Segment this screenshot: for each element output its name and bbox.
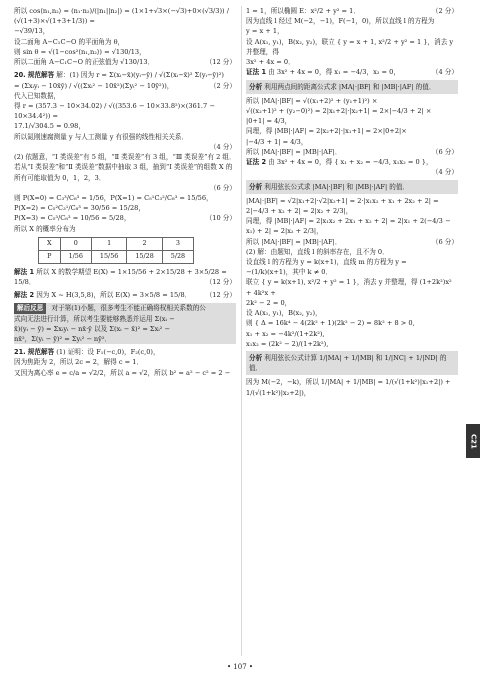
linear-correlation-conclusion: 所以氮刚速腐测量 y 与人工测量 y 有很强的线性相关关系． — [14, 132, 189, 141]
equality-conclusion — [246, 147, 458, 157]
vieta-sum: x₁ + x₂ = −4k²/(1+2k²), — [246, 329, 325, 338]
table-cell: 5/28 — [162, 250, 193, 263]
score-4: （4 分） — [431, 168, 458, 177]
table-cell: 15/28 — [127, 250, 162, 263]
line-equation: y = x + 1， — [246, 27, 284, 36]
discriminant-line: 则 { Δ = 16k⁴ − 4(2k² + 1)(2k² − 2) = 8k² + 8 > 0, — [246, 319, 415, 328]
table-cell: X — [39, 237, 61, 250]
quadratic-k: 2k² − 2 = 0， — [246, 298, 292, 307]
line-l-m-setup: 设直线 l 的方程为 y = k(x+1)，直线 m 的方程为 y = — [246, 258, 407, 267]
cos-formula-line: 所以 cos⟨n₁,n₂⟩ = (n₁·n₂)/(|n₁||n₂|) = (1×1+√3×(−√3)+0×(√3/3)) / (√(1+3)×√(1+3+1/3)) = — [14, 7, 229, 26]
correlation-expanded-text: = (Σxᵢyᵢ − 10x̄ȳ) / √((Σxᵢ² − 10x̄²)(Σyᵢ² − 10ȳ²))， — [14, 81, 174, 90]
probability-distribution-table — [38, 237, 194, 264]
proof-1-tag: 证法 1 — [246, 68, 267, 77]
reflection-line: 式向无法进行计算，所以考生要能够熟悉并运用 Σ(xᵢ − — [14, 314, 175, 323]
distribution-intro: 所以 X 的概率分布为 — [14, 224, 76, 233]
score-2: （2 分） — [209, 81, 236, 90]
problem-21-number: 21. — [14, 348, 26, 357]
score-2: （2 分） — [431, 7, 458, 15]
chord-product-line: |MA|·|BF| = √2|x₁+2|·√2|x₂+1| = 2·|x₁x₂ + x₁ + 2x₂ + 2| = — [246, 196, 439, 205]
analysis-text: 利用弦长公式计算 1/|MA| + 1/|MB| 和 1/|NC| + 1/|ND| 的值． — [249, 354, 447, 373]
proof-1 — [246, 67, 458, 77]
problem-20-number: 20. — [14, 71, 26, 80]
right-column — [246, 6, 458, 398]
section-side-tab: C21 — [466, 424, 480, 458]
table-cell: 15/56 — [91, 250, 126, 263]
chord-similarly-line: 同理，得 |MB|·|AF| = 2|x₁x₂ + 2x₁ + x₂ + 2| = 2|x₁ + 2(−4/3 − — [246, 217, 451, 226]
table-cell: 1 — [91, 237, 126, 250]
system-k-setup: 联立 { y = k(x+1), x²/2 + y² = 1 }，消去 y 并整理，得 (1+2k²)x² + 4k²x + — [246, 278, 452, 297]
similarly-line: 同理，得 |MB|·|AF| = 2|x₂+2|·|x₁+1| = 2×|0+2|× — [246, 127, 407, 136]
sin-theta-line: 则 sin θ = √(1−cos²⟨n₁,n₂⟩) = √130/13， — [14, 47, 146, 56]
table-cell: 2 — [127, 237, 162, 250]
equality-text: 所以 |MA|·|BF| = |MB|·|AF|． — [246, 237, 342, 246]
solution-2 — [14, 290, 236, 300]
analysis-box-3 — [246, 351, 458, 375]
table-cell: 1/56 — [60, 250, 91, 263]
problem-21-tag: 规范解答 — [27, 348, 55, 357]
score-6: （6 分） — [431, 147, 458, 156]
solution-1-result — [14, 277, 236, 287]
problem-20-tag: 规范解答 — [27, 71, 55, 80]
eccentricity-line: 又因为离心率 e = c/a = √2/2，所以 a = √2，所以 b² = a² − c² = 2 − — [14, 368, 231, 377]
score-10: （10 分） — [205, 214, 236, 223]
solution-1-text: 所以 X 的数学期望 E(X) = 1×15/56 + 2×15/28 + 3×5/28 = — [36, 267, 227, 276]
proof-1-text: 由 3x² + 4x = 0，得 x₁ = −4/3，x₂ = 0， — [268, 68, 400, 77]
focal-length-line: 因为焦距为 2，所以 2c = 2，解得 c = 1． — [14, 358, 144, 367]
reciprocal-sum-line: 1/(√(1+k²)|x₂+2|)， — [246, 388, 311, 397]
reflection-line: x̄)(yᵢ − ȳ) = Σxᵢyᵢ − nx̄·ȳ 以及 Σ(xᵢ − x̄)² = Σxᵢ² − — [14, 324, 170, 333]
chord-similarly-line: x₁) + 2| = 2|x₂ + 2/3|， — [246, 227, 323, 236]
reciprocal-sum-line: 因为 M(−2，−k)，所以 1/|MA| + 1/|MB| = 1/(√(1+k²)|x₁+2|) + — [246, 378, 451, 387]
line-m-equation: −(1/k)(x+1)，其中 k ≠ 0． — [246, 268, 333, 277]
distance-product-line: √((x₂+1)² + (y₂−0)²) = 2|x₁+2|·|x₂+1| = 2×|−4/3 + 2| × — [246, 106, 432, 115]
score-4: （4 分） — [431, 68, 458, 77]
prob-x2: P(X=2) = C₅²C₃¹/C₈³ = 30/56 = 15/28， — [14, 204, 145, 213]
reflection-box — [14, 303, 236, 344]
distance-product-line: 所以 |MA|·|BF| = √((x₁+2)² + (y₁+1)²) × — [246, 96, 378, 105]
reflection-tag: 解后反思 — [14, 303, 46, 313]
prob-x3-text: P(X=3) = C₅³/C₈³ = 10/56 = 5/28， — [14, 214, 131, 223]
substitute-data: 代入已知数据， — [14, 91, 61, 100]
problem-21-start — [14, 347, 236, 357]
sampling-line: 若从“Ⅰ 类误差”和“Ⅱ 类误差”数据中抽取 3 组，抽到“Ⅰ 类误差”的组数 X 的所有可能取值为 0，1，2，3． — [14, 163, 233, 182]
vieta-product: x₁x₂ = (2k² − 2)/(1+2k²), — [246, 339, 329, 348]
cos-value-line: −√39/13， — [14, 27, 50, 36]
page-number: • 107 • — [226, 663, 254, 671]
score-6: （6 分） — [209, 183, 236, 192]
score-12: （12 分） — [205, 291, 236, 300]
similarly-result: |−4/3 + 1| = 4/3， — [246, 137, 308, 146]
prob-x0-x1: 则 P(X=0) = C₃³/C₈³ = 1/56，P(X=1) = C₅¹C₃²/C₈³ = 15/56， — [14, 193, 213, 202]
solution-2-tag: 解法 2 — [14, 291, 35, 300]
solution-1-result-text: 15/8． — [14, 277, 36, 286]
table-cell: P — [39, 250, 61, 263]
score-4: （4 分） — [209, 142, 236, 151]
line-through-points: 因为直线 l 经过 M(−2，−1)，F(−1，0)，所以直线 l 的方程为 — [246, 17, 435, 26]
solution-2-text: 因为 X ~ H(3,5,8)，所以 E(X) = 3×5/8 = 15/8． — [36, 291, 192, 300]
quadratic-result: 3x² + 4x = 0． — [246, 58, 295, 67]
solution-1-tag: 解法 1 — [14, 267, 35, 276]
chord-product-line: 2|−4/3 + x₂ + 2| = 2|x₂ + 2/3|， — [246, 206, 353, 215]
reflection-line: nx̄²，Σ(yᵢ − ȳ)² = Σyᵢ² − nȳ²． — [14, 334, 112, 343]
score-12: （12 分） — [205, 277, 236, 286]
points-ab-setup: 设 A(x₁, y₁)，B(x₂, y₂)， — [246, 309, 322, 318]
problem-21-setup: (1) 证明：设 F₁(−c,0)，F₂(c,0)， — [56, 348, 160, 357]
dihedral-sine-result — [14, 57, 236, 67]
score-12: （12 分） — [205, 58, 236, 67]
ellipse-equation — [246, 6, 458, 16]
analysis-tag: 分析 — [249, 182, 263, 191]
table-row — [39, 250, 194, 263]
analysis-text: 利用弦长公式求 |MA|·|BF| 和 |MB|·|AF| 的值． — [264, 182, 410, 191]
error-groups-line: (2) 依题意，“Ⅰ 类误差”有 5 组，“Ⅱ 类误差”有 3 组，“Ⅲ 类误差”有 2 组． — [14, 153, 236, 162]
column-divider — [241, 6, 242, 656]
correlation-expanded — [14, 81, 236, 91]
system-setup: 设 A(x₁, y₁)，B(x₂, y₂)，联立 { y = x + 1, x²/2 + y² = 1 }，消去 y 并整理，得 — [246, 37, 454, 56]
reflection-text: 对于第(1)小题，很多考生不能正确将权相关系数的公 — [51, 304, 206, 313]
analysis-box-2 — [246, 180, 458, 194]
equality-conclusion — [246, 237, 458, 247]
dihedral-angle-setup: 设二面角 A−C₁C−O 的平面角为 θ， — [14, 37, 125, 46]
table-cell: 0 — [60, 237, 91, 250]
prob-x3 — [14, 213, 236, 223]
table-cell: 3 — [162, 237, 193, 250]
reflection-line — [14, 303, 236, 313]
score-6: （6 分） — [431, 237, 458, 246]
proof-2-text: 由 3x² + 4x = 0，得 { x₁ + x₂ = −4/3, x₁x₂ = 0 }， — [268, 158, 433, 167]
r-value: 17.1/√304.5 ≈ 0.98， — [14, 122, 85, 131]
problem-20-start — [14, 70, 236, 80]
table-row — [39, 237, 194, 250]
equality-text: 所以 |MA|·|BF| = |MB|·|AF|． — [246, 147, 342, 156]
analysis-tag: 分析 — [249, 354, 263, 362]
analysis-text: 利用两点间的距离公式求 |MA|·|BF| 和 |MB|·|AF| 的值． — [264, 82, 436, 91]
part-2-start: (2) 解：由题知，直线 l 的斜率存在，且不为 0． — [246, 247, 389, 256]
correlation-formula: 解：(1) 因为 r = Σ(xᵢ−x̄)(yᵢ−ȳ) / √(Σ(xᵢ−x̄)² Σ(yᵢ−ȳ)²) — [56, 71, 224, 80]
proof-2 — [246, 157, 458, 177]
left-column — [14, 6, 236, 378]
proof-2-tag: 证法 2 — [246, 158, 267, 167]
r-computation: 得 r = (357.3 − 10×34.02) / √((353.6 − 10×33.8²)×(361.7 − 10×34.4²)) = — [14, 101, 215, 121]
analysis-box-1 — [246, 80, 458, 94]
solution-1 — [14, 267, 236, 277]
dihedral-sine-text: 所以二面角 A−C₁C−O 的正弦值为 √130/13． — [14, 58, 155, 67]
analysis-tag: 分析 — [249, 82, 263, 91]
ellipse-equation-text: 1 = 1，所以椭圆 E：x²/2 + y² = 1． — [246, 7, 360, 15]
distance-product-result: |0+1| = 4/3， — [246, 117, 292, 126]
